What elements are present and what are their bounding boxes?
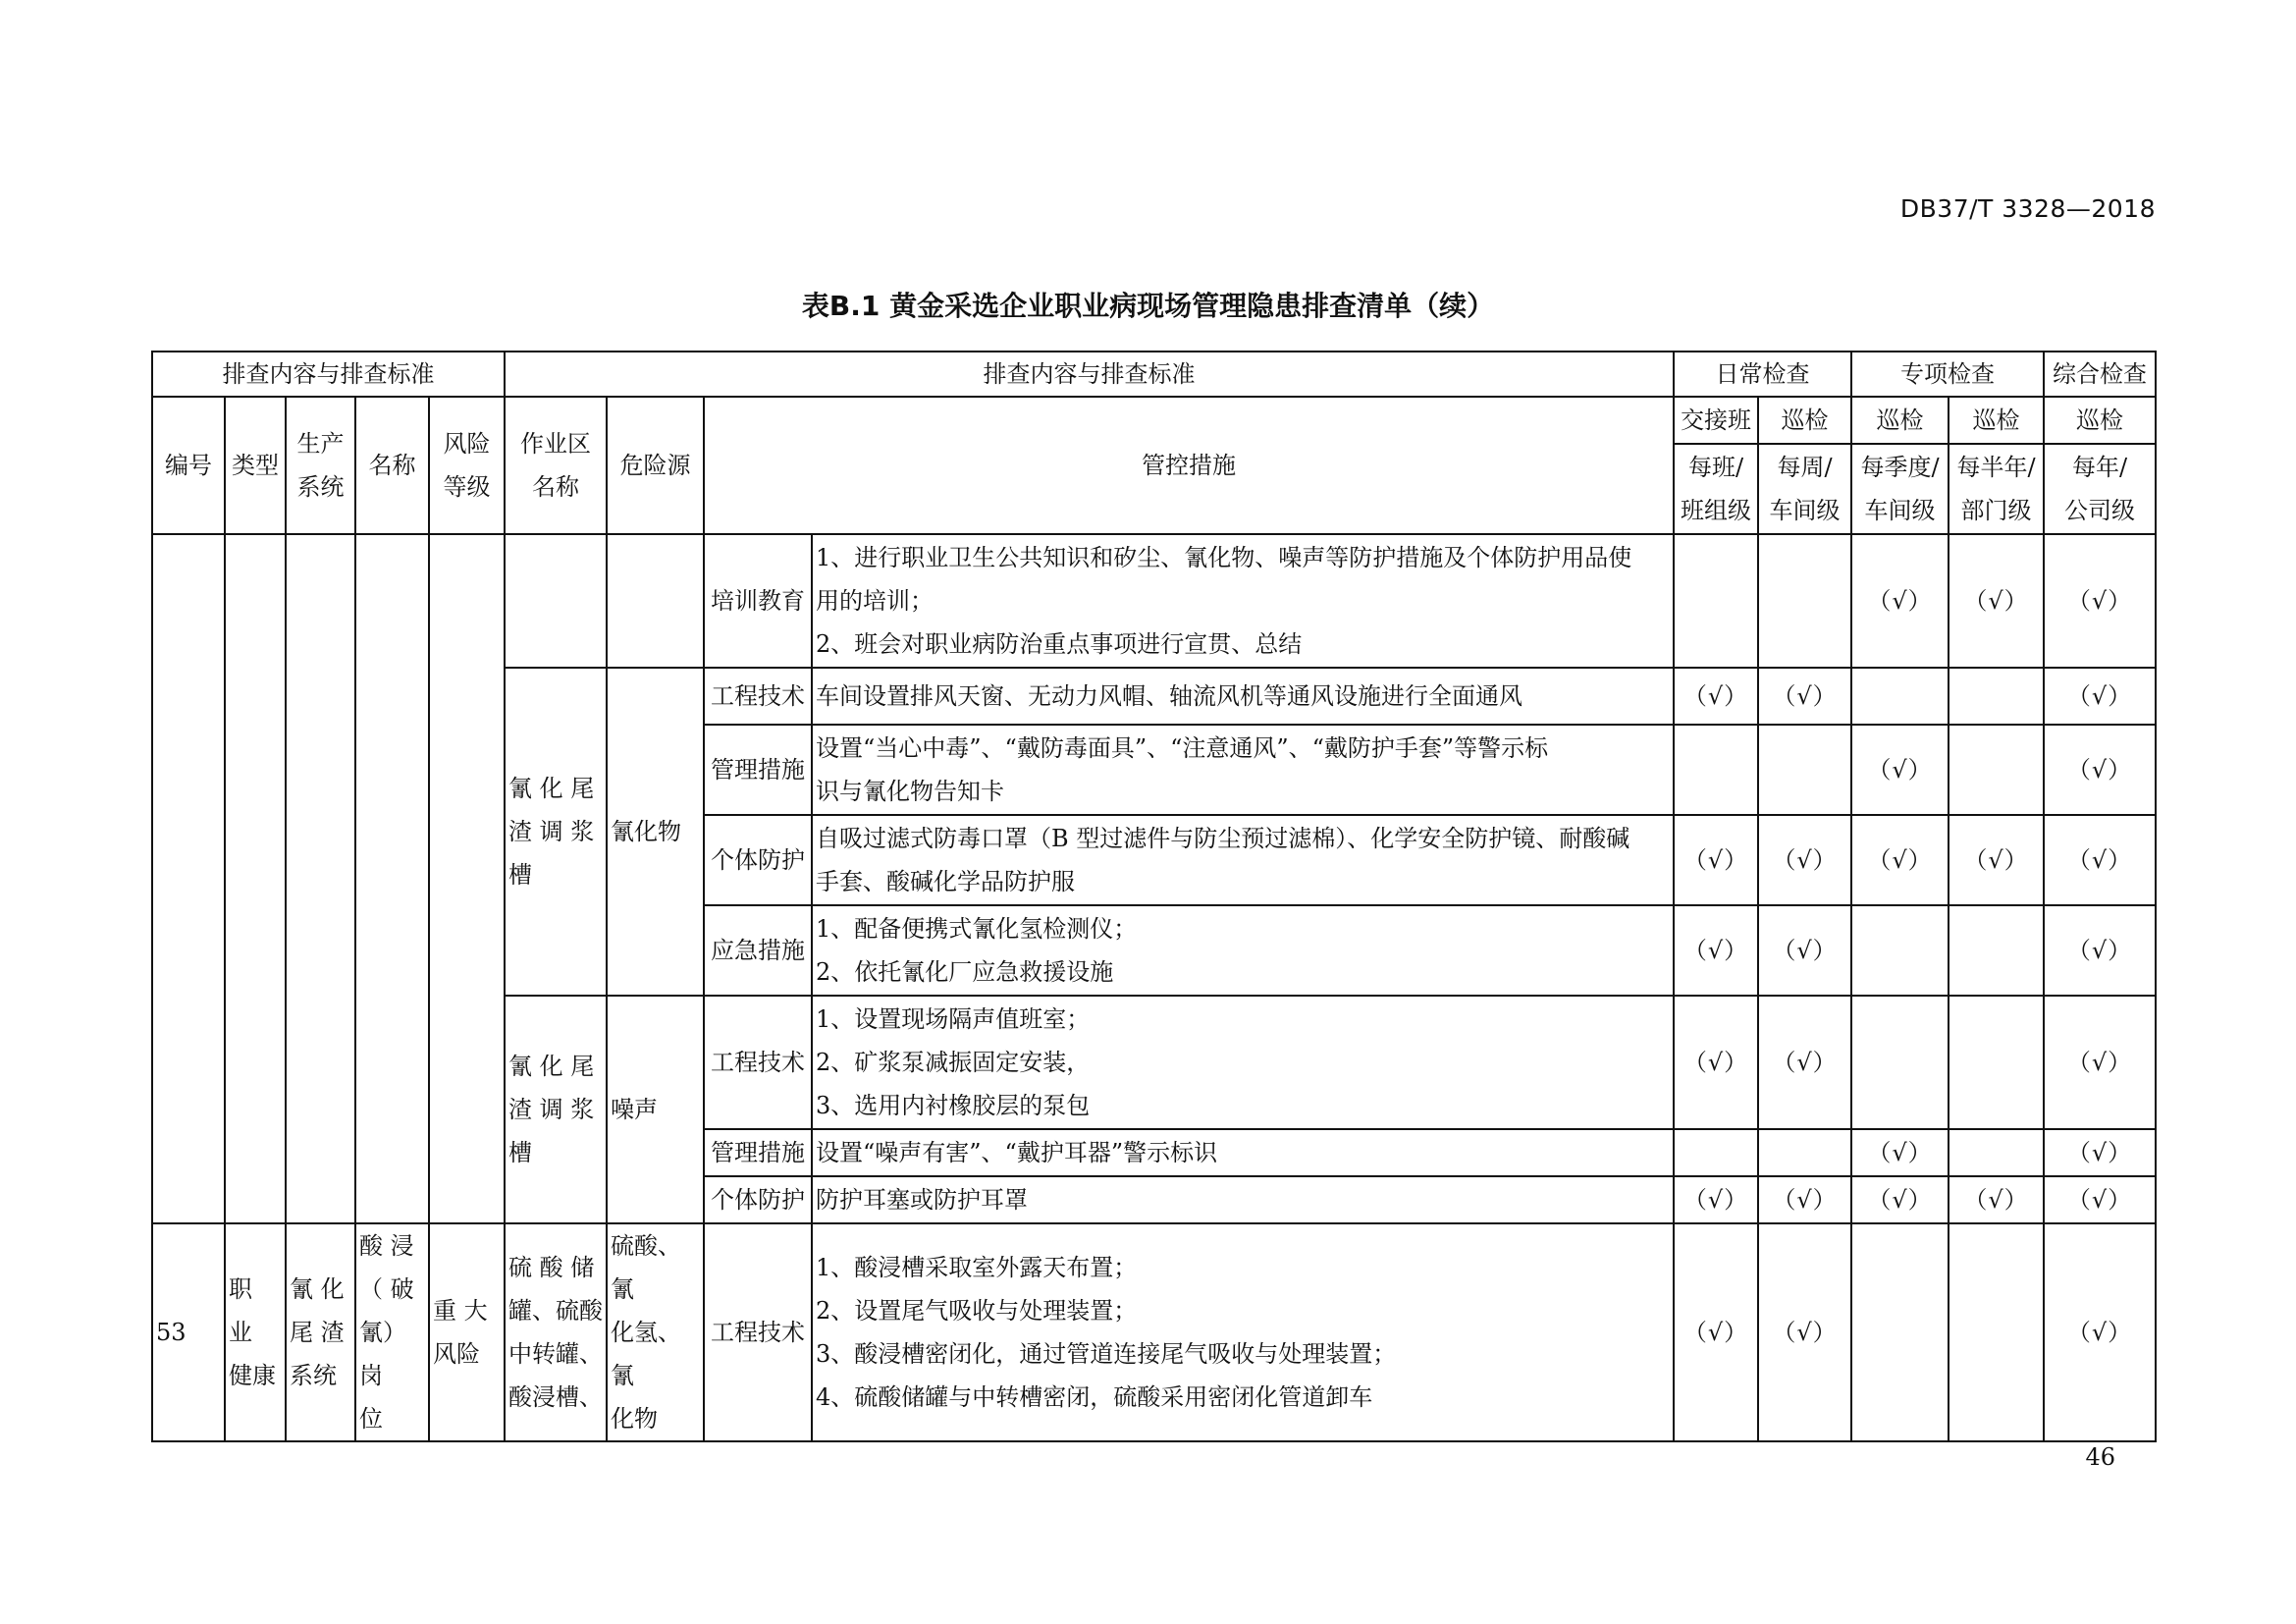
check-cell xyxy=(1674,668,1758,725)
check-type-header xyxy=(1949,397,2044,444)
table-row xyxy=(152,1223,2156,1441)
continued-item-cell xyxy=(152,534,225,1223)
check-cell xyxy=(2044,996,2156,1129)
group-header-middle xyxy=(505,352,1674,397)
cell-text-line: 每班/ xyxy=(1687,454,1744,481)
cell-text-line: 3、酸浸槽密闭化，通过管道连接尾气吸收与处理装置； xyxy=(816,1340,1397,1368)
measure-content-cell xyxy=(812,815,1674,905)
cell-text-line: 酸浸槽、 xyxy=(508,1383,604,1411)
cell-text-line: （√） xyxy=(1867,587,1933,615)
measure-content-cell xyxy=(812,1223,1674,1441)
cell-text-line: 手套、酸碱化学品防护服 xyxy=(816,868,1076,895)
cell-text-line: 职 业 xyxy=(229,1275,252,1346)
cell-text-line: 巡检 xyxy=(1972,406,2020,434)
cell-text-line: 每半年/ xyxy=(1956,454,2036,481)
measure-category-cell xyxy=(704,815,812,905)
group-header-special xyxy=(1851,352,2044,397)
cell-text-line: （√） xyxy=(1682,1049,1749,1076)
cell-text-line: （√） xyxy=(2066,587,2133,615)
item-risk-cell xyxy=(429,1223,505,1441)
cell-text-line: 工程技术 xyxy=(711,1049,806,1076)
work-area-cell xyxy=(505,1223,607,1441)
cell-text-line: 2、矿浆泵减振固定安装， xyxy=(816,1049,1091,1076)
cell-text-line: （√） xyxy=(2066,937,2133,964)
check-cell xyxy=(1758,725,1851,815)
frequency-header xyxy=(2044,444,2156,534)
table-row xyxy=(152,397,2156,444)
cell-text-line: 管理措施 xyxy=(711,756,806,784)
check-cell xyxy=(1674,1223,1758,1441)
hazard-source-cell xyxy=(607,534,704,668)
cell-text-line: （√） xyxy=(1867,846,1933,874)
check-cell xyxy=(1758,905,1851,996)
col-header-no xyxy=(152,397,225,534)
cell-text-line: （√） xyxy=(1682,682,1749,710)
cell-text-line: 化氢、氰 xyxy=(611,1319,682,1389)
continued-item-cell xyxy=(286,534,355,1223)
measure-category-cell xyxy=(704,725,812,815)
check-type-header xyxy=(1758,397,1851,444)
cell-text-line: 53 xyxy=(156,1319,187,1346)
cell-text-line: （√） xyxy=(2066,1186,2133,1214)
cell-text-line: 自吸过滤式防毒口罩（B 型过滤件与防尘预过滤棉）、化学安全防护镜、耐酸碱 xyxy=(816,825,1630,852)
cell-text-line: （√） xyxy=(2066,756,2133,784)
check-cell xyxy=(1758,534,1851,668)
cell-text-line: （√） xyxy=(1772,1186,1838,1214)
work-area-cell xyxy=(505,996,607,1223)
continued-item-cell xyxy=(429,534,505,1223)
standard-code: DB37/T 3328—2018 xyxy=(1899,194,2156,223)
check-type-header xyxy=(2044,397,2156,444)
cell-text-line: 名称 xyxy=(368,452,416,479)
measure-category-cell xyxy=(704,1223,812,1441)
cell-text-line: 工程技术 xyxy=(711,1319,806,1346)
cell-text-line: 车间设置排风天窗、无动力风帽、轴流风机等通风设施进行全面通风 xyxy=(816,682,1523,710)
cell-text-line: 作业区 xyxy=(520,430,592,458)
check-cell xyxy=(1758,996,1851,1129)
cell-text-line: 巡检 xyxy=(1781,406,1829,434)
table-row xyxy=(152,352,2156,397)
cell-text-line: 部门级 xyxy=(1960,497,2032,524)
item-system-cell xyxy=(286,1223,355,1441)
col-header-system xyxy=(286,397,355,534)
frequency-header xyxy=(1949,444,2044,534)
check-cell xyxy=(1851,534,1949,668)
check-cell xyxy=(1949,1129,2044,1176)
continued-item-cell xyxy=(355,534,429,1223)
cell-text-line: 生产 xyxy=(296,430,345,458)
check-cell xyxy=(1949,725,2044,815)
cell-text-line: （√） xyxy=(2066,1319,2133,1346)
measure-content-cell xyxy=(812,534,1674,668)
col-header-type xyxy=(225,397,286,534)
cell-text-line: 交接班 xyxy=(1681,406,1752,434)
cell-text-line: 日常检查 xyxy=(1715,360,1810,388)
check-cell xyxy=(1674,1129,1758,1176)
cell-text-line: （√） xyxy=(1772,1049,1838,1076)
item-type-cell xyxy=(225,1223,286,1441)
continued-item-cell xyxy=(225,534,286,1223)
cell-text-line: 每周/ xyxy=(1777,454,1833,481)
frequency-header xyxy=(1674,444,1758,534)
cell-text-line: （√） xyxy=(2066,846,2133,874)
work-area-cell xyxy=(505,668,607,996)
group-header-left xyxy=(152,352,505,397)
hazard-checklist-table xyxy=(151,351,2157,1442)
cell-text-line: 系统 xyxy=(296,473,345,501)
check-cell xyxy=(1851,815,1949,905)
check-cell xyxy=(1851,1223,1949,1441)
cell-text-line: 培训教育 xyxy=(711,587,806,615)
cell-text-line: 设置“噪声有害”、“戴护耳器”警示标识 xyxy=(816,1139,1218,1166)
measure-category-cell xyxy=(704,1129,812,1176)
check-cell xyxy=(1674,534,1758,668)
measure-content-cell xyxy=(812,1176,1674,1223)
measure-content-cell xyxy=(812,905,1674,996)
cell-text-line: 氰 化 尾 xyxy=(508,775,595,802)
measure-category-cell xyxy=(704,905,812,996)
table-row xyxy=(152,534,2156,668)
cell-text-line: 硫酸、氰 xyxy=(611,1232,682,1303)
cell-text-line: 名称 xyxy=(532,473,580,501)
work-area-cell xyxy=(505,534,607,668)
cell-text-line: 重 大 xyxy=(433,1297,488,1325)
check-cell xyxy=(1949,668,2044,725)
cell-text-line: 硫 酸 储 xyxy=(508,1254,595,1281)
cell-text-line: （√） xyxy=(1963,587,2029,615)
cell-text-line: 系统 xyxy=(290,1362,337,1389)
check-cell xyxy=(1674,725,1758,815)
cell-text-line: （√） xyxy=(1682,1186,1749,1214)
page-number: 46 xyxy=(2085,1443,2115,1471)
measure-category-cell xyxy=(704,1176,812,1223)
cell-text-line: 中转罐、 xyxy=(508,1340,604,1368)
cell-text-line: 排查内容与排查标准 xyxy=(222,360,435,388)
check-cell xyxy=(1758,668,1851,725)
check-cell xyxy=(1758,1223,1851,1441)
check-cell xyxy=(1851,668,1949,725)
cell-text-line: 渣 调 浆 xyxy=(508,818,595,845)
check-cell xyxy=(1949,815,2044,905)
check-cell xyxy=(1851,996,1949,1129)
cell-text-line: 风险 xyxy=(433,1340,480,1368)
cell-text-line: 工程技术 xyxy=(711,682,806,710)
check-cell xyxy=(1758,1176,1851,1223)
check-cell xyxy=(1949,534,2044,668)
cell-text-line: 1、酸浸槽采取室外露天布置； xyxy=(816,1254,1138,1281)
measure-content-cell xyxy=(812,668,1674,725)
cell-text-line: （√） xyxy=(1772,682,1838,710)
cell-text-line: 管理措施 xyxy=(711,1139,806,1166)
cell-text-line: 2、依托氰化厂应急救援设施 xyxy=(816,958,1114,986)
cell-text-line: 罐、硫酸 xyxy=(508,1297,604,1325)
cell-text-line: 巡检 xyxy=(1876,406,1924,434)
measure-content-cell xyxy=(812,996,1674,1129)
check-cell xyxy=(2044,725,2156,815)
cell-text-line: 槽 xyxy=(508,861,533,889)
cell-text-line: （√） xyxy=(2066,682,2133,710)
cell-text-line: （√） xyxy=(1682,1319,1749,1346)
check-cell xyxy=(2044,668,2156,725)
group-header-comprehensive xyxy=(2044,352,2156,397)
cell-text-line: （√） xyxy=(2066,1049,2133,1076)
check-cell xyxy=(2044,1176,2156,1223)
cell-text-line: 氰）岗 xyxy=(359,1319,406,1389)
check-cell xyxy=(1851,1129,1949,1176)
cell-text-line: 综合检查 xyxy=(2053,360,2148,388)
cell-text-line: （√） xyxy=(1682,937,1749,964)
cell-text-line: 识与氰化物告知卡 xyxy=(816,778,1005,805)
col-header-risk xyxy=(429,397,505,534)
cell-text-line: （√） xyxy=(1963,1186,2029,1214)
cell-text-line: 设置“当心中毒”、“戴防毒面具”、“注意通风”、“戴防护手套”等警示标 xyxy=(816,734,1549,762)
frequency-header xyxy=(1758,444,1851,534)
cell-text-line: 车间级 xyxy=(1769,497,1841,524)
cell-text-line: 1、设置现场隔声值班室； xyxy=(816,1005,1091,1033)
cell-text-line: 专项检查 xyxy=(1900,360,1996,388)
check-cell xyxy=(1758,1129,1851,1176)
check-cell xyxy=(2044,534,2156,668)
cell-text-line: （√） xyxy=(1963,846,2029,874)
cell-text-line: 车间级 xyxy=(1864,497,1936,524)
table-title: 表B.1 黄金采选企业职业病现场管理隐患排查清单（续） xyxy=(801,290,1495,322)
cell-text-line: 编号 xyxy=(165,452,212,479)
cell-text-line: （ 破 xyxy=(359,1275,414,1303)
cell-text-line: 位 xyxy=(359,1405,383,1433)
cell-text-line: （√） xyxy=(1772,937,1838,964)
measure-content-cell xyxy=(812,725,1674,815)
check-type-header xyxy=(1674,397,1758,444)
cell-text-line: （√） xyxy=(1772,1319,1838,1346)
check-cell xyxy=(2044,905,2156,996)
col-header-hazard xyxy=(607,397,704,534)
cell-text-line: 2、设置尾气吸收与处理装置； xyxy=(816,1297,1138,1325)
measure-content-cell xyxy=(812,1129,1674,1176)
group-header-daily xyxy=(1674,352,1851,397)
check-cell xyxy=(1674,815,1758,905)
cell-text-line: 酸 浸 xyxy=(359,1232,414,1260)
check-cell xyxy=(1949,1223,2044,1441)
col-header-area xyxy=(505,397,607,534)
cell-text-line: 公司级 xyxy=(2064,497,2136,524)
cell-text-line: 班组级 xyxy=(1681,497,1752,524)
cell-text-line: 每年/ xyxy=(2071,454,2128,481)
cell-text-line: 排查内容与排查标准 xyxy=(983,360,1196,388)
item-number-cell xyxy=(152,1223,225,1441)
cell-text-line: 氰 化 xyxy=(290,1275,345,1303)
cell-text-line: 化物 xyxy=(611,1405,659,1433)
hazard-source-cell xyxy=(607,668,704,996)
cell-text-line: 噪声 xyxy=(611,1096,659,1123)
item-name-cell xyxy=(355,1223,429,1441)
check-cell xyxy=(1851,725,1949,815)
cell-text-line: 风险 xyxy=(443,430,491,458)
cell-text-line: 危险源 xyxy=(619,452,691,479)
measure-category-cell xyxy=(704,996,812,1129)
col-header-measure xyxy=(704,397,1674,534)
check-cell xyxy=(1949,905,2044,996)
hazard-source-cell xyxy=(607,996,704,1223)
cell-text-line: 健康 xyxy=(229,1362,276,1389)
check-cell xyxy=(1674,996,1758,1129)
cell-text-line: 应急措施 xyxy=(711,937,806,964)
check-cell xyxy=(1851,1176,1949,1223)
measure-category-cell xyxy=(704,668,812,725)
check-cell xyxy=(2044,815,2156,905)
cell-text-line: 4、硫酸储罐与中转槽密闭，硫酸采用密闭化管道卸车 xyxy=(816,1383,1373,1411)
cell-text-line: （√） xyxy=(1772,846,1838,874)
check-cell xyxy=(1674,905,1758,996)
check-cell xyxy=(1851,905,1949,996)
cell-text-line: （√） xyxy=(1867,1139,1933,1166)
cell-text-line: 用的培训； xyxy=(816,587,934,615)
check-cell xyxy=(1758,815,1851,905)
frequency-header xyxy=(1851,444,1949,534)
col-header-name xyxy=(355,397,429,534)
cell-text-line: 尾 渣 xyxy=(290,1319,345,1346)
check-cell xyxy=(1949,1176,2044,1223)
cell-text-line: 管控措施 xyxy=(1142,452,1237,479)
check-cell xyxy=(1949,996,2044,1129)
cell-text-line: 槽 xyxy=(508,1139,533,1166)
cell-text-line: 氰化物 xyxy=(611,818,682,845)
cell-text-line: 每季度/ xyxy=(1860,454,1940,481)
cell-text-line: （√） xyxy=(2066,1139,2133,1166)
cell-text-line: 2、班会对职业病防治重点事项进行宣贯、总结 xyxy=(816,630,1303,658)
cell-text-line: （√） xyxy=(1867,1186,1933,1214)
check-cell xyxy=(2044,1223,2156,1441)
cell-text-line: 3、选用内衬橡胶层的泵包 xyxy=(816,1092,1091,1119)
cell-text-line: 1、进行职业卫生公共知识和矽尘、氰化物、噪声等防护措施及个体防护用品使 xyxy=(816,544,1632,571)
cell-text-line: 防护耳塞或防护耳罩 xyxy=(816,1186,1029,1214)
check-type-header xyxy=(1851,397,1949,444)
cell-text-line: 个体防护 xyxy=(711,846,806,874)
check-cell xyxy=(2044,1129,2156,1176)
cell-text-line: （√） xyxy=(1682,846,1749,874)
measure-category-cell xyxy=(704,534,812,668)
cell-text-line: （√） xyxy=(1867,756,1933,784)
cell-text-line: 个体防护 xyxy=(711,1186,806,1214)
check-cell xyxy=(1674,1176,1758,1223)
cell-text-line: 类型 xyxy=(232,452,279,479)
hazard-source-cell xyxy=(607,1223,704,1441)
cell-text-line: 1、配备便携式氰化氢检测仪； xyxy=(816,915,1138,943)
cell-text-line: 氰 化 尾 xyxy=(508,1053,595,1080)
cell-text-line: 巡检 xyxy=(2076,406,2124,434)
cell-text-line: 等级 xyxy=(443,473,491,501)
cell-text-line: 渣 调 浆 xyxy=(508,1096,595,1123)
